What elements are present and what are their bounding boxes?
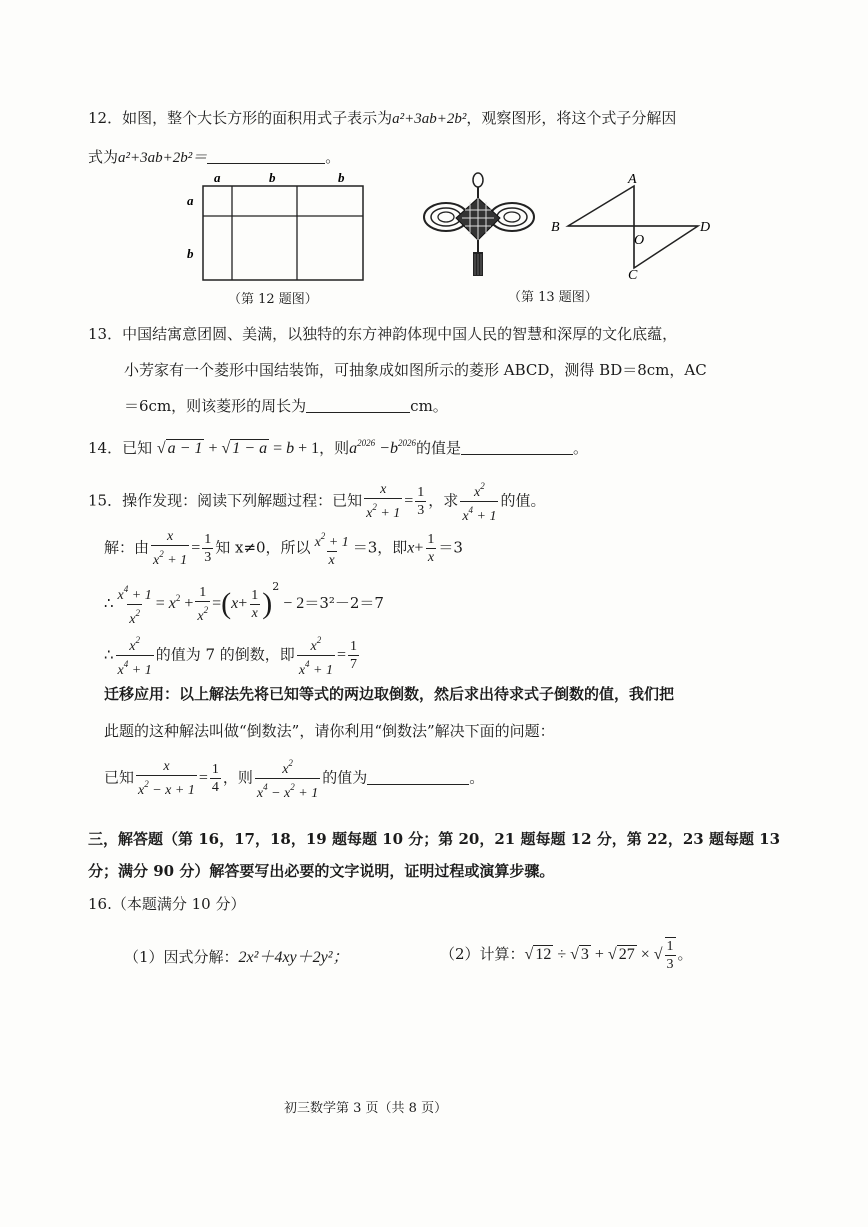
- q14-power-expr: $a^{2026} -b^{2026}$: [349, 438, 416, 457]
- q15-ask-frac1: $\frac{x}{x^2 - x + 1}$: [138, 759, 195, 798]
- q15-sol-mid1: 知 x≠0，所以: [215, 538, 311, 557]
- q14-prefix: 14．已知: [88, 439, 153, 457]
- vertex-o-label: O: [634, 233, 645, 248]
- q13-line2: 小芳家有一个菱形中国结装饰，可抽象成如图所示的菱形 ABCD，测得 BD＝8cm，AC: [124, 361, 707, 379]
- rhombus-outline: [568, 186, 698, 268]
- q15-sol-mid2: ＝3，即: [352, 538, 408, 557]
- q15-intro-text: 15．操作发现：阅读下列解题过程：已知: [88, 491, 363, 510]
- q15-ask-frac2: $\frac{1}{4}$: [211, 762, 219, 795]
- q12-text-end: ，观察图形，将这个式子分解因: [466, 109, 677, 127]
- q16-part2-end: 。: [677, 945, 693, 963]
- q12-side-label-a: a: [187, 193, 194, 208]
- q13-answer-blank[interactable]: [306, 396, 410, 413]
- q13-rhombus-figure: [548, 172, 720, 280]
- q16-head: 16.（本题满分 10 分）: [88, 895, 246, 913]
- q16-sqrt-frac: $\frac{1}{3}$: [666, 939, 674, 972]
- q15-result-frac1: $\frac{x^2}{x^4 + 1}$: [117, 635, 152, 678]
- q12-line2-expr: a²+3ab+2b²＝: [118, 150, 208, 166]
- q14-answer-blank[interactable]: [461, 438, 573, 455]
- q15-therefore2-mid: 的值为 7 的倒数，即: [155, 645, 295, 664]
- q15-transfer2: 此题的这种解法叫做“倒数法”，请你利用“倒数法”解决下面的问题：: [104, 722, 555, 740]
- q12-side-label-b: b: [187, 246, 194, 261]
- q14-tail: 的值是: [415, 439, 461, 457]
- q16-part1-expr: 2x²＋4xy＋2y²；: [238, 949, 349, 966]
- q14-end: 。: [572, 439, 588, 457]
- q15-sol-frac2: $\frac{1}{3}$: [204, 532, 212, 565]
- q14-mid: ，则: [319, 439, 350, 457]
- q12-figure: [180, 168, 380, 308]
- q15-step-frac2: $\frac{1}{x^2}$: [197, 584, 209, 624]
- q16-part2-label: （2）计算：: [440, 945, 525, 963]
- q15-ask-frac3: $\frac{x^2}{x^4 - x^2 + 1}$: [256, 758, 319, 801]
- q15-target-frac: $\frac{x^2}{x^4 + 1}$: [462, 481, 497, 524]
- q15-answer-blank[interactable]: [367, 768, 469, 785]
- vertex-d-label: D: [700, 220, 711, 235]
- q15-solution-line3: ∴ $\frac{x^2}{x^4 + 1}$ 的值为 7 的倒数，即 $\frac{x^2}{x^4 + 1}$ = $\frac{1}{7}$: [104, 632, 361, 679]
- q15-sol-end: ＝3: [438, 538, 463, 557]
- q15-sol-frac3: $\frac{x^2 + 1}{x}$: [314, 531, 349, 568]
- q12-line2-start: 式为: [88, 148, 119, 166]
- q16-part2-expr: √ 12 ÷ √ 3 + √ 27 × √: [524, 946, 663, 963]
- q12-top-label-a: a: [214, 170, 221, 185]
- q16-part1: [124, 944, 349, 967]
- q15-step-frac3: $\frac{1}{x}$: [251, 587, 259, 621]
- q15-result-frac3: $\frac{1}{7}$: [350, 639, 358, 672]
- q16-part1-label: （1）因式分解：: [124, 948, 239, 966]
- q12-top-label-b2: b: [338, 170, 345, 185]
- q13-line3-start: ＝6cm，则该菱形的周长为: [124, 397, 307, 415]
- q15-solution-line1: 解：由 $\frac{x}{x^2 + 1}$ = $\frac{1}{3}$ 知 x≠0，所以 $\frac{x^2 + 1}{x}$ ＝3，即x+ $\frac{1}{x}$ ＝3: [104, 529, 463, 568]
- q12-top-label-b1: b: [269, 170, 276, 185]
- q15-intro: 15．操作发现：阅读下列解题过程：已知 $\frac{x}{x^2 + 1}$ = $\frac{1}{3}$ ，求 $\frac{x^2}{x^4 + 1}$ 的值。: [88, 478, 546, 525]
- q13-line1: 13．中国结寓意团圆、美满，以独特的东方神韵体现中国人民的智慧和深厚的文化底蕴，: [88, 325, 678, 343]
- q12-big-rect: [203, 186, 363, 280]
- q12-line2-end: 。: [325, 148, 341, 166]
- vertex-c-label: C: [628, 268, 638, 280]
- q15-sol-frac4: $\frac{1}{x}$: [427, 532, 435, 565]
- q12-caption: （第 12 题图）: [228, 292, 318, 307]
- q13-caption: （第 13 题图）: [508, 290, 598, 305]
- q15-step2: ＝3²－2＝7: [304, 594, 384, 612]
- q15-ask-prefix: 已知: [104, 768, 135, 787]
- q15-one-third: $\frac{1}{3}$: [417, 485, 425, 518]
- section3-line1: 三，解答题（第 16，17，18，19 题每题 10 分；第 20，21 题每题 12 分，第 22，23 题每题 13: [88, 830, 781, 848]
- q15-ask-mid: ，则: [222, 768, 253, 787]
- q12-text: 12．如图，整个大长方形的面积用式子表示为: [88, 109, 393, 127]
- q15-step-frac1: $\frac{x^4 + 1}{x^2}$: [117, 583, 152, 627]
- chinese-knot-image: [420, 172, 540, 284]
- q13-line3-end: cm。: [410, 397, 448, 415]
- q15-result-frac2: $\frac{x^2}{x^4 + 1}$: [298, 635, 333, 678]
- q14-equation: √ a − 1 + √ 1 − a = b + 1: [156, 440, 320, 457]
- section3-line2: 分；满分 90 分）解答要写出必要的文字说明，证明过程或演算步骤。: [88, 862, 555, 880]
- q14-line: [88, 437, 588, 458]
- q13-line3: [124, 395, 448, 416]
- therefore-symbol-1: ∴: [104, 594, 114, 612]
- vertex-a-label: A: [628, 172, 637, 187]
- q12-line2: [88, 146, 340, 167]
- q15-ask-end: 。: [469, 768, 485, 787]
- q12-line1: [88, 107, 676, 128]
- q15-intro-end: 的值。: [500, 491, 546, 510]
- page-footer: 初三数学第 3 页（共 8 页）: [284, 1101, 448, 1116]
- q15-transfer1: 迁移应用：以上解法先将已知等式的两边取倒数，然后求出待求式子倒数的值，我们把: [104, 685, 675, 703]
- q15-solution-line2: ∴ $\frac{x^4 + 1}{x^2}$ = $x^2$ + $\frac{1}{x^2}$ =(x+ $\frac{1}{x}$ )$^2$ − 2＝3²－2＝7: [104, 580, 384, 627]
- q15-given-frac: $\frac{x}{x^2 + 1}$: [366, 482, 401, 521]
- therefore-symbol-2: ∴: [104, 645, 114, 664]
- q15-intro-mid: ，求: [428, 491, 459, 510]
- q15-sol-frac1: $\frac{x}{x^2 + 1}$: [153, 529, 188, 568]
- q15-ask-tail: 的值为: [322, 768, 368, 787]
- q12-expr: a²+3ab+2b²: [392, 111, 467, 127]
- q16-part2: [440, 937, 693, 973]
- q15-sol-prefix: 解：由: [104, 538, 150, 557]
- vertex-b-label: B: [551, 220, 560, 235]
- q12-answer-blank[interactable]: [207, 147, 325, 164]
- q15-ask: 已知 $\frac{x}{x^2 - x + 1}$ = $\frac{1}{4}$ ，则 $\frac{x^2}{x^4 - x^2 + 1}$ 的值为 。: [104, 755, 484, 802]
